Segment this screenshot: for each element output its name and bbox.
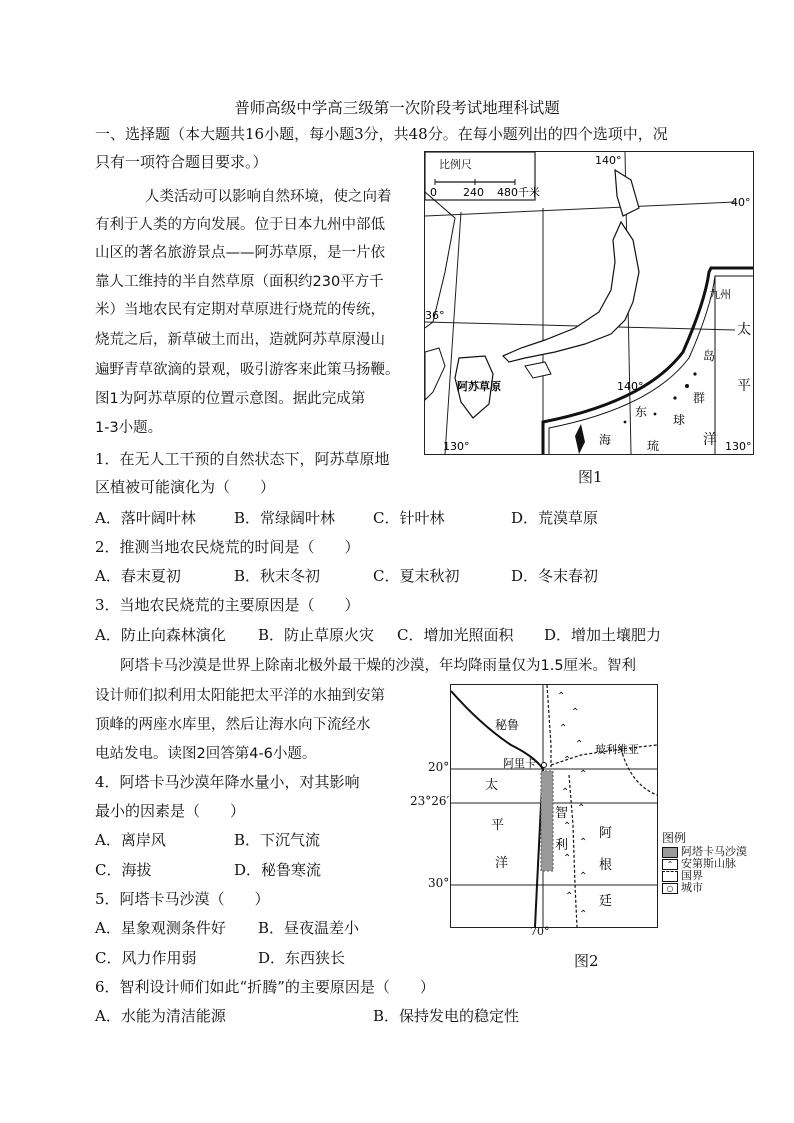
legend-city-label: 城市 [681, 881, 703, 894]
passage1-line: 山区的著名旅游景点——阿苏草原，是一片依 [95, 245, 385, 261]
q1-option-d: D．荒漠草原 [511, 509, 599, 527]
andes-symbol: ⌃ [579, 769, 588, 780]
island-dot [654, 413, 657, 416]
pacific-label-1: 太 [485, 778, 499, 793]
hokkaido-shape [615, 170, 639, 216]
q5-option-b: B．昼夜温差小 [258, 919, 360, 937]
scale-label-480: 480千米 [497, 186, 540, 199]
ryukyu-label-4: 岛 [703, 349, 716, 363]
andes-symbol: ⌃ [561, 787, 570, 798]
figure-2-caption: 图2 [574, 952, 599, 970]
page-title: 普师高级中学高三级第一次阶段考试地理科试题 [234, 99, 560, 117]
passage2-line: 设计师们拟利用太阳能把太平洋的水抽到安第 [95, 688, 385, 704]
q3-stem: 3．当地农民烧荒的主要原因是（ ） [95, 596, 360, 614]
island-dot [685, 384, 689, 388]
lon-140-top-label: 140° [595, 154, 622, 167]
bolivia-label: 玻利维亚 [595, 743, 639, 756]
aso-grassland-label: 阿苏草原 [457, 380, 501, 393]
andes-symbol: ⌃ [575, 739, 584, 750]
legend-desert-label: 阿塔卡马沙漠 [681, 845, 747, 858]
lon-70-label: 70° [530, 925, 550, 938]
q3-option-b: B．防止草原火灾 [258, 626, 375, 644]
kyushu-label: 九州 [709, 288, 731, 301]
border-chile-argentina [569, 775, 577, 927]
passage1-line: 烧荒之后，新草破土而出，造就阿苏草原漫山 [95, 332, 385, 348]
q4-option-c: C．海拔 [95, 861, 152, 879]
andes-symbol: ⌃ [577, 803, 586, 814]
ryukyu-label-2: 球 [673, 413, 686, 427]
q2-stem: 2．推测当地农民烧荒的时间是（ ） [95, 538, 360, 556]
q4-option-b: B．下沉气流 [234, 831, 321, 849]
pacific-label-3: 洋 [703, 432, 717, 448]
andes-symbol: ⌃ [579, 837, 588, 848]
passage2-line: 电站发电。读图2回答第4-6小题。 [95, 746, 317, 762]
legend-andes-label: 安第斯山脉 [681, 857, 736, 870]
andes-symbol: ⌃ [563, 755, 572, 766]
taiwan-shape [575, 424, 585, 454]
pacific-label-2: 平 [491, 818, 505, 833]
lon-140-label: 140° [617, 380, 644, 393]
q2-option-a: A．春末夏初 [95, 567, 181, 585]
q1-stem: 1．在无人工干预的自然状态下，阿苏草原地 [95, 450, 390, 468]
q4-option-a: A．离岸风 [95, 831, 166, 849]
lon-130-inset-label: 130° [725, 440, 752, 453]
desert-swatch [662, 847, 678, 858]
andes-symbol: ⌃ [559, 723, 568, 734]
city-swatch-icon: ○ [662, 883, 678, 894]
q1-option-a: A．落叶阔叶林 [95, 509, 196, 527]
q4-stem: 最小的因素是（ ） [95, 802, 246, 820]
passage1-line: 1-3小题。 [95, 420, 163, 436]
island-dot [624, 421, 627, 424]
passage1-line: 遍野青草欲滴的景观，吸引游客来此策马扬鞭。 [95, 362, 400, 378]
figure-1-svg [425, 152, 753, 454]
island-dot [693, 372, 696, 375]
arica-city-marker [542, 763, 547, 768]
q5-stem: 5．阿塔卡马沙漠（ ） [95, 890, 270, 908]
section-header-line1: 一、选择题（本大题共16小题，每小题3分，共48分。在每小题列出的四个选项中，况 [95, 125, 668, 143]
border-peru-bolivia [547, 685, 551, 767]
peru-label: 秘鲁 [495, 718, 520, 732]
q1-option-c: C．针叶林 [373, 509, 445, 527]
figure-1-caption: 图1 [578, 468, 603, 486]
pacific-label-3: 洋 [495, 856, 509, 871]
passage2-line: 顶峰的两座水库里，然后让海水向下流经水 [95, 717, 371, 733]
sea-label: 海 [599, 433, 612, 447]
lon-130-label: 130° [443, 440, 470, 453]
argentina-label-1: 阿 [599, 826, 613, 841]
island-dot [673, 396, 676, 399]
legend-item-border [662, 870, 747, 882]
andes-symbol: ⌃ [563, 821, 572, 832]
chile-label-2: 利 [555, 838, 569, 853]
lat-20-label: 20° [428, 760, 450, 774]
scale-label-0: 0 [430, 186, 437, 199]
q6-option-a: A．水能为清洁能源 [95, 1007, 226, 1025]
east-sea-label: 东 [635, 405, 648, 419]
figure-2-svg [451, 685, 657, 927]
korea-shape [425, 348, 445, 400]
scale-label-240: 240 [463, 186, 484, 199]
andes-symbol: ⌃ [579, 909, 588, 920]
q1-option-b: B．常绿阔叶林 [234, 509, 336, 527]
q2-option-d: D．冬末春初 [511, 567, 599, 585]
q5-option-c: C．风力作用弱 [95, 949, 197, 967]
andes-symbol: ⌃ [565, 891, 574, 902]
q2-option-b: B．秋末冬初 [234, 567, 321, 585]
q3-option-c: C．增加光照面积 [397, 626, 514, 644]
andes-symbol: ⌃ [563, 853, 572, 864]
lat-23-label: 23°26′ [410, 794, 450, 808]
legend-item-andes [662, 858, 747, 870]
lat-40-label: 40° [731, 196, 751, 209]
section-header-line2: 只有一项符合题目要求。） [95, 153, 268, 171]
pacific-label-1: 太 [737, 322, 751, 338]
andes-symbol: ⌃ [571, 707, 580, 718]
passage1-line: 有利于人类的方向发展。位于日本九州中部低 [95, 217, 385, 233]
legend-border-label: 国界 [681, 869, 703, 882]
legend-item-city [662, 882, 747, 894]
chile-label-1: 智 [555, 806, 569, 821]
lat-30-label: 30° [428, 876, 450, 890]
passage1-line: 图1为阿苏草原的位置示意图。据此完成第 [95, 391, 366, 407]
lon-130-line [445, 212, 461, 454]
q5-option-d: D．东西狭长 [258, 949, 346, 967]
figure-2-legend [662, 832, 747, 894]
q5-option-a: A．星象观测条件好 [95, 919, 226, 937]
ryukyu-label-1: 琉 [647, 439, 660, 453]
q6-option-b: B．保持发电的稳定性 [373, 1007, 520, 1025]
shikoku-shape [525, 362, 551, 378]
ryukyu-label-3: 群 [693, 391, 706, 405]
andes-symbol: ⌃ [579, 871, 588, 882]
passage1-line: 米）当地农民有定期对草原进行烧荒的传统， [95, 302, 385, 318]
arica-label: 阿里卡 [503, 757, 536, 770]
andes-symbol: ⌃ [557, 691, 566, 702]
q3-option-d: D．增加土壤肥力 [544, 626, 662, 644]
passage1-line: 靠人工维持的半自然草原（面积约230平方千 [95, 274, 384, 290]
argentina-label-3: 廷 [599, 894, 613, 909]
passage2-line: 阿塔卡马沙漠是世界上除南北极外最干燥的沙漠，年均降雨量仅为1.5厘米。智利 [120, 658, 637, 674]
q4-option-d: D．秘鲁寒流 [234, 861, 322, 879]
argentina-label-2: 根 [599, 858, 613, 873]
q2-option-c: C．夏末秋初 [373, 567, 460, 585]
scale-title: 比例尺 [439, 158, 472, 171]
passage1-line: 人类活动可以影响自然环境，使之向着 [145, 189, 392, 205]
lat-36-label: 36° [425, 309, 445, 322]
q4-stem: 4．阿塔卡马沙漠年降水量小，对其影响 [95, 773, 360, 791]
legend-title: 图例 [662, 831, 687, 845]
q6-stem: 6．智利设计师们如此“折腾”的主要原因是（ ） [95, 978, 435, 996]
pacific-label-2: 平 [737, 378, 751, 394]
figure-2-map [450, 684, 658, 928]
q3-option-a: A．防止向森林演化 [95, 626, 226, 644]
atacama-desert [541, 771, 553, 871]
andes-swatch-icon: ⌃ [662, 859, 678, 870]
q1-stem: 区植被可能演化为（ ） [95, 478, 276, 496]
border-swatch-icon [662, 871, 678, 882]
figure-1-map [424, 151, 754, 455]
mainland-coast [425, 192, 455, 328]
honshu-shape [503, 222, 639, 362]
lat-40-line [425, 202, 735, 216]
